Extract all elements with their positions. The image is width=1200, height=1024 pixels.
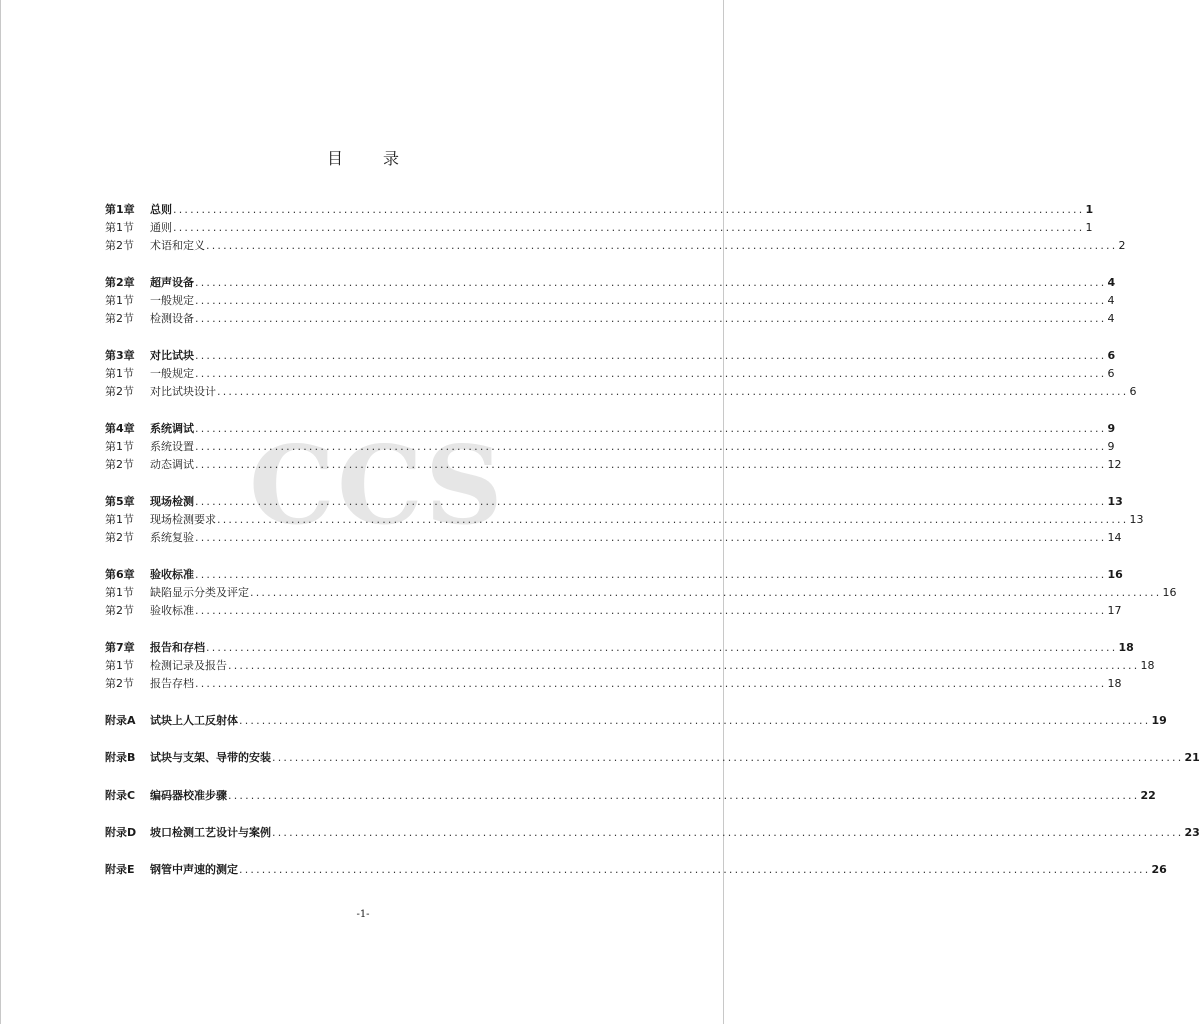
toc-entry-label: 第6章: [105, 568, 135, 581]
toc-entry-title: 检测设备: [150, 312, 194, 325]
toc-entry-label: 第1节: [105, 367, 134, 380]
toc-entry[interactable]: [105, 659, 1155, 673]
toc-dot-leader: ................................................................................................................................................................: [195, 294, 1107, 307]
toc-entry-title: 系统设置: [150, 440, 194, 453]
toc-entry[interactable]: [105, 863, 1167, 877]
toc-entry-label: 第3章: [105, 349, 135, 362]
toc-entry-page: 17: [1107, 604, 1122, 617]
toc-entry-title: 验收标准: [150, 568, 194, 581]
toc-entry-label: 第2节: [105, 312, 134, 325]
toc-entry-page: 1: [1085, 221, 1093, 234]
toc-entry-page: 4: [1107, 294, 1115, 307]
toc-entry-page: 21: [1184, 751, 1200, 764]
toc-entry-page: 14: [1107, 531, 1122, 544]
toc-entry[interactable]: [105, 495, 1123, 509]
toc-entry-label: 第2节: [105, 677, 134, 690]
toc-entry-label: 附录C: [105, 789, 136, 802]
toc-dot-leader: ................................................................................................................................................................: [195, 367, 1107, 380]
ccs-watermark: CCS: [249, 423, 505, 549]
toc-entry-label: 附录B: [105, 751, 136, 764]
toc-entry-label: 附录A: [105, 714, 136, 727]
toc-dot-leader: ................................................................................................................................................................: [272, 826, 1184, 839]
toc-entry-title: 验收标准: [150, 604, 194, 617]
toc-entry-title: 钢管中声速的测定: [150, 863, 238, 876]
toc-entry-label: 附录D: [105, 826, 137, 839]
toc-entry-page: 18: [1140, 659, 1155, 672]
toc-entry-page: 19: [1151, 714, 1167, 727]
toc-entry[interactable]: [105, 239, 1126, 253]
toc-dot-leader: ................................................................................................................................................................: [195, 440, 1107, 453]
toc-entry-title: 动态调试: [150, 458, 194, 471]
toc-entry-page: 26: [1151, 863, 1167, 876]
toc-entry-title: 总则: [150, 203, 172, 216]
toc-entry[interactable]: [105, 568, 1123, 582]
toc-entry-label: 第2节: [105, 239, 134, 252]
toc-dot-leader: ................................................................................................................................................................: [228, 659, 1140, 672]
toc-entry-title: 通则: [150, 221, 172, 234]
toc-entry-title: 系统调试: [150, 422, 194, 435]
toc-entry-label: 第1节: [105, 659, 134, 672]
toc-dot-leader: ................................................................................................................................................................: [195, 531, 1107, 544]
toc-entry-title: 报告和存档: [150, 641, 205, 654]
page-number: -1-: [356, 909, 370, 920]
toc-dot-leader: ................................................................................................................................................................: [195, 604, 1107, 617]
toc-entry-page: 22: [1140, 789, 1156, 802]
toc-entry[interactable]: [105, 422, 1116, 436]
toc-entry-page: 13: [1107, 495, 1123, 508]
toc-entry-label: 第1节: [105, 513, 134, 526]
toc-entry[interactable]: [105, 367, 1115, 381]
toc-entry-page: 9: [1107, 440, 1115, 453]
toc-entry[interactable]: [105, 294, 1115, 308]
toc-dot-leader: ................................................................................................................................................................: [206, 239, 1118, 252]
toc-entry-page: 4: [1107, 276, 1116, 289]
toc-entry-page: 1: [1085, 203, 1094, 216]
toc-dot-leader: ................................................................................................................................................................: [217, 513, 1129, 526]
toc-entry-title: 缺陷显示分类及评定: [150, 586, 249, 599]
toc-entry[interactable]: [105, 440, 1115, 454]
toc-entry-title: 现场检测要求: [150, 513, 216, 526]
toc-dot-leader: ................................................................................................................................................................: [173, 203, 1085, 216]
toc-entry[interactable]: [105, 276, 1116, 290]
toc-dot-leader: ................................................................................................................................................................: [228, 789, 1140, 802]
toc-dot-leader: ................................................................................................................................................................: [195, 458, 1107, 471]
toc-entry-page: 4: [1107, 312, 1115, 325]
toc-entry[interactable]: [105, 203, 1094, 217]
toc-entry-label: 第1节: [105, 294, 134, 307]
toc-entry[interactable]: [105, 312, 1115, 326]
toc-entry-label: 第2节: [105, 531, 134, 544]
toc-entry-page: 18: [1118, 641, 1134, 654]
toc-entry-page: 16: [1107, 568, 1123, 581]
toc-entry-label: 第1章: [105, 203, 135, 216]
toc-entry[interactable]: [105, 349, 1116, 363]
toc-entry[interactable]: [105, 221, 1093, 235]
toc-dot-leader: ................................................................................................................................................................: [195, 422, 1107, 435]
toc-entry-label: 附录E: [105, 863, 135, 876]
toc-entry-page: 6: [1107, 349, 1116, 362]
toc-entry[interactable]: [105, 714, 1167, 728]
toc-entry-label: 第2节: [105, 458, 134, 471]
toc-entry[interactable]: [105, 531, 1122, 545]
toc-entry[interactable]: [105, 641, 1134, 655]
toc-entry-page: 16: [1162, 586, 1177, 599]
toc-entry-title: 现场检测: [150, 495, 194, 508]
toc-entry-page: 9: [1107, 422, 1116, 435]
toc-entry-page: 6: [1107, 367, 1115, 380]
toc-entry[interactable]: [105, 458, 1122, 472]
toc-entry-title: 术语和定义: [150, 239, 205, 252]
toc-entry[interactable]: [105, 826, 1200, 840]
toc-entry-title: 对比试块设计: [150, 385, 216, 398]
toc-entry[interactable]: [105, 586, 1177, 600]
toc-entry[interactable]: [105, 677, 1122, 691]
toc-entry-page: 6: [1129, 385, 1137, 398]
toc-dot-leader: ................................................................................................................................................................: [272, 751, 1184, 764]
toc-dot-leader: ................................................................................................................................................................: [217, 385, 1129, 398]
toc-entry-title: 编码器校准步骤: [150, 789, 227, 802]
toc-dot-leader: ................................................................................................................................................................: [195, 312, 1107, 325]
toc-dot-leader: ................................................................................................................................................................: [195, 568, 1107, 581]
toc-entry-label: 第1节: [105, 440, 134, 453]
toc-entry-title: 一般规定: [150, 367, 194, 380]
toc-dot-leader: ................................................................................................................................................................: [195, 677, 1107, 690]
toc-entry-title: 试块上人工反射体: [150, 714, 238, 727]
toc-dot-leader: ................................................................................................................................................................: [239, 863, 1151, 876]
page-title: 目录: [326, 149, 439, 168]
table-of-contents: [105, 0, 1200, 1024]
toc-dot-leader: ................................................................................................................................................................: [173, 221, 1085, 234]
toc-entry-title: 报告存档: [150, 677, 194, 690]
toc-entry-title: 系统复验: [150, 531, 194, 544]
toc-entry-label: 第1节: [105, 586, 134, 599]
toc-entry[interactable]: [105, 789, 1156, 803]
toc-entry-title: 对比试块: [150, 349, 194, 362]
toc-entry-title: 检测记录及报告: [150, 659, 227, 672]
toc-entry[interactable]: [105, 751, 1200, 765]
toc-entry[interactable]: [105, 604, 1122, 618]
toc-entry-page: 2: [1118, 239, 1126, 252]
toc-entry-page: 13: [1129, 513, 1144, 526]
toc-entry-label: 第4章: [105, 422, 135, 435]
toc-entry-label: 第2节: [105, 604, 134, 617]
toc-entry-title: 坡口检测工艺设计与案例: [150, 826, 271, 839]
toc-entry-title: 一般规定: [150, 294, 194, 307]
toc-entry[interactable]: [105, 385, 1137, 399]
toc-entry-label: 第1节: [105, 221, 134, 234]
toc-dot-leader: ................................................................................................................................................................: [195, 276, 1107, 289]
toc-entry-label: 第2节: [105, 385, 134, 398]
toc-entry-title: 试块与支架、导带的安装: [150, 751, 271, 764]
toc-entry-title: 超声设备: [150, 276, 194, 289]
toc-entry-page: 18: [1107, 677, 1122, 690]
toc-entry-label: 第2章: [105, 276, 135, 289]
toc-dot-leader: ................................................................................................................................................................: [206, 641, 1118, 654]
toc-entry-page: 23: [1184, 826, 1200, 839]
toc-dot-leader: ................................................................................................................................................................: [195, 495, 1107, 508]
toc-dot-leader: ................................................................................................................................................................: [195, 349, 1107, 362]
toc-entry[interactable]: [105, 513, 1144, 527]
toc-dot-leader: ................................................................................................................................................................: [250, 586, 1162, 599]
toc-entry-label: 第5章: [105, 495, 135, 508]
toc-entry-page: 12: [1107, 458, 1122, 471]
toc-entry-label: 第7章: [105, 641, 135, 654]
toc-dot-leader: ................................................................................................................................................................: [239, 714, 1151, 727]
